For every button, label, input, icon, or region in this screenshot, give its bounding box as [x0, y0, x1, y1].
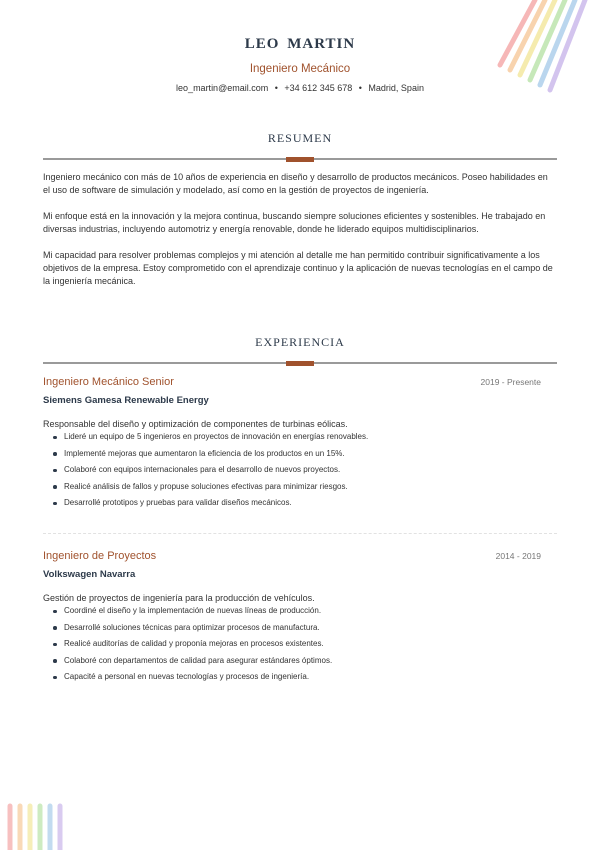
company-name: Siemens Gamesa Renewable Energy — [43, 395, 209, 406]
achievement-item: Implementé mejoras que aumentaron la eficiencia de los productos en un 15%. — [53, 449, 557, 466]
summary-paragraph: Ingeniero mecánico con más de 10 años de experiencia en diseño y desarrollo de productos mecánicos. Poseo habilidades en el uso de software de simulación y modelado, así como en la gestión de proyectos de ingeniería. — [43, 172, 548, 195]
summary-body — [43, 171, 557, 301]
location: Madrid, Spain — [368, 83, 424, 93]
job-divider — [43, 533, 557, 534]
section-title-summary: RESUMEN — [267, 131, 333, 145]
job-entry — [43, 550, 557, 689]
achievement-item: Desarrollé soluciones técnicas para optimizar procesos de manufactura. — [53, 623, 557, 640]
achievement-item: Colaboré con equipos internacionales para el desarrollo de nuevos proyectos. — [53, 465, 557, 482]
phone[interactable]: +34 612 345 678 — [284, 83, 353, 93]
job-title: Ingeniero Mecánico Senior — [43, 376, 174, 388]
achievement-item: Coordiné el diseño y la implementación de nuevas líneas de producción. — [53, 606, 557, 623]
achievement-item: Capacité a personal en nuevas tecnologías y procesos de ingeniería. — [53, 672, 557, 689]
rainbow-stripes-decoration-bottom — [0, 800, 80, 850]
job-dates: 2014 - 2019 — [495, 551, 541, 561]
section-rule — [43, 362, 557, 364]
achievement-item: Lideré un equipo de 5 ingenieros en proyectos de innovación en energías renovables. — [53, 432, 557, 449]
job-description: Gestión de proyectos de ingeniería para la producción de vehículos. — [43, 593, 315, 603]
achievement-item: Desarrollé prototipos y pruebas para validar diseños mecánicos. — [53, 498, 557, 515]
summary-section-header — [43, 131, 557, 160]
achievement-item: Realicé análisis de fallos y propuse soluciones efectivas para minimizar riesgos. — [53, 482, 557, 499]
job-entry — [43, 376, 557, 515]
summary-paragraph: Mi capacidad para resolver problemas complejos y mi atención al detalle me han permitido contribuir significativamente a los objetivos de la empresa. Estoy comprometido con el aprendizaje continuo y la aplicación de nuevas tecnologías en el campo de la ingeniería mecánica. — [43, 250, 553, 286]
resume-header — [0, 36, 600, 93]
summary-paragraph: Mi enfoque está en la innovación y la mejora continua, buscando siempre soluciones eficientes y sostenibles. He trabajado en diversas industrias, incluyendo automotriz y energía renovable, donde he liderado equipos multidisciplinarios. — [43, 211, 546, 234]
candidate-role: Ingeniero Mecánico — [249, 63, 351, 75]
achievement-item: Realicé auditorías de calidad y proponía mejoras en procesos existentes. — [53, 639, 557, 656]
achievement-list — [43, 432, 557, 515]
achievement-list — [43, 606, 557, 689]
section-rule — [43, 158, 557, 160]
section-title-experience: EXPERIENCIA — [255, 335, 345, 349]
separator: • — [274, 83, 278, 93]
email[interactable]: leo_martin@email.com — [176, 83, 269, 93]
job-dates: 2019 - Presente — [480, 377, 541, 387]
job-description: Responsable del diseño y optimización de componentes de turbinas eólicas. — [43, 419, 348, 429]
job-title: Ingeniero de Proyectos — [43, 550, 157, 562]
experience-section-header — [43, 335, 557, 364]
candidate-name: LEO MARTIN — [244, 36, 356, 52]
contact-line — [0, 83, 600, 93]
company-name: Volkswagen Navarra — [43, 569, 136, 580]
section-rule-accent — [286, 157, 314, 162]
separator: • — [358, 83, 362, 93]
section-rule-accent — [286, 361, 314, 366]
achievement-item: Colaboré con departamentos de calidad para asegurar estándares óptimos. — [53, 656, 557, 673]
